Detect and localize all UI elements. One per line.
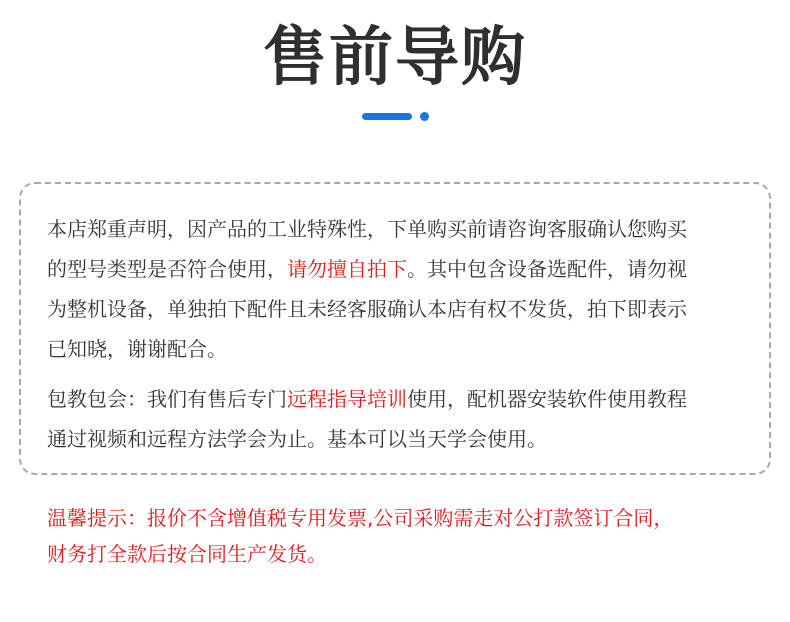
notice-p1-line-3: 为整机设备，单独拍下配件且未经客服确认本店有权不发货，拍下即表示 xyxy=(47,297,687,321)
notice-p2-line-1-end: 使用，配机器安装软件使用教程 xyxy=(407,387,687,411)
notice-paragraph-2 xyxy=(47,379,759,459)
notice-p1-line-1: 本店郑重声明，因产品的工业特殊性，下单购买前请咨询客服确认您购买 xyxy=(47,217,687,241)
notice-p1-line-2-end: 。其中包含设备选配件，请勿视 xyxy=(407,257,687,281)
reminder-line-1: 温馨提示：报价不含增值税专用发票,公司采购需走对公打款签订合同， xyxy=(47,506,674,530)
reminder-line-2: 财务打全款后按合同生产发货。 xyxy=(47,542,327,566)
notice-p1-line-4: 已知晓，谢谢配合。 xyxy=(47,337,227,361)
title-underline-dot xyxy=(420,112,429,121)
warm-reminder xyxy=(47,500,767,572)
do-not-order-warning: 请勿擅自拍下 xyxy=(287,257,407,281)
notice-p1-line-2 xyxy=(47,249,759,289)
notice-paragraph-1 xyxy=(47,209,759,369)
notice-p2-line-1-start: 包教包会：我们有售后专门 xyxy=(47,387,287,411)
notice-p2-line-1 xyxy=(47,379,759,419)
page-title: 售前导购 xyxy=(263,21,527,95)
notice-p1-line-2-start: 的型号类型是否符合使用， xyxy=(47,257,287,281)
title-underline-bar xyxy=(362,113,412,120)
notice-p2-line-2: 通过视频和远程方法学会为止。基本可以当天学会使用。 xyxy=(47,427,547,451)
remote-training-highlight: 远程指导培训 xyxy=(287,387,407,411)
